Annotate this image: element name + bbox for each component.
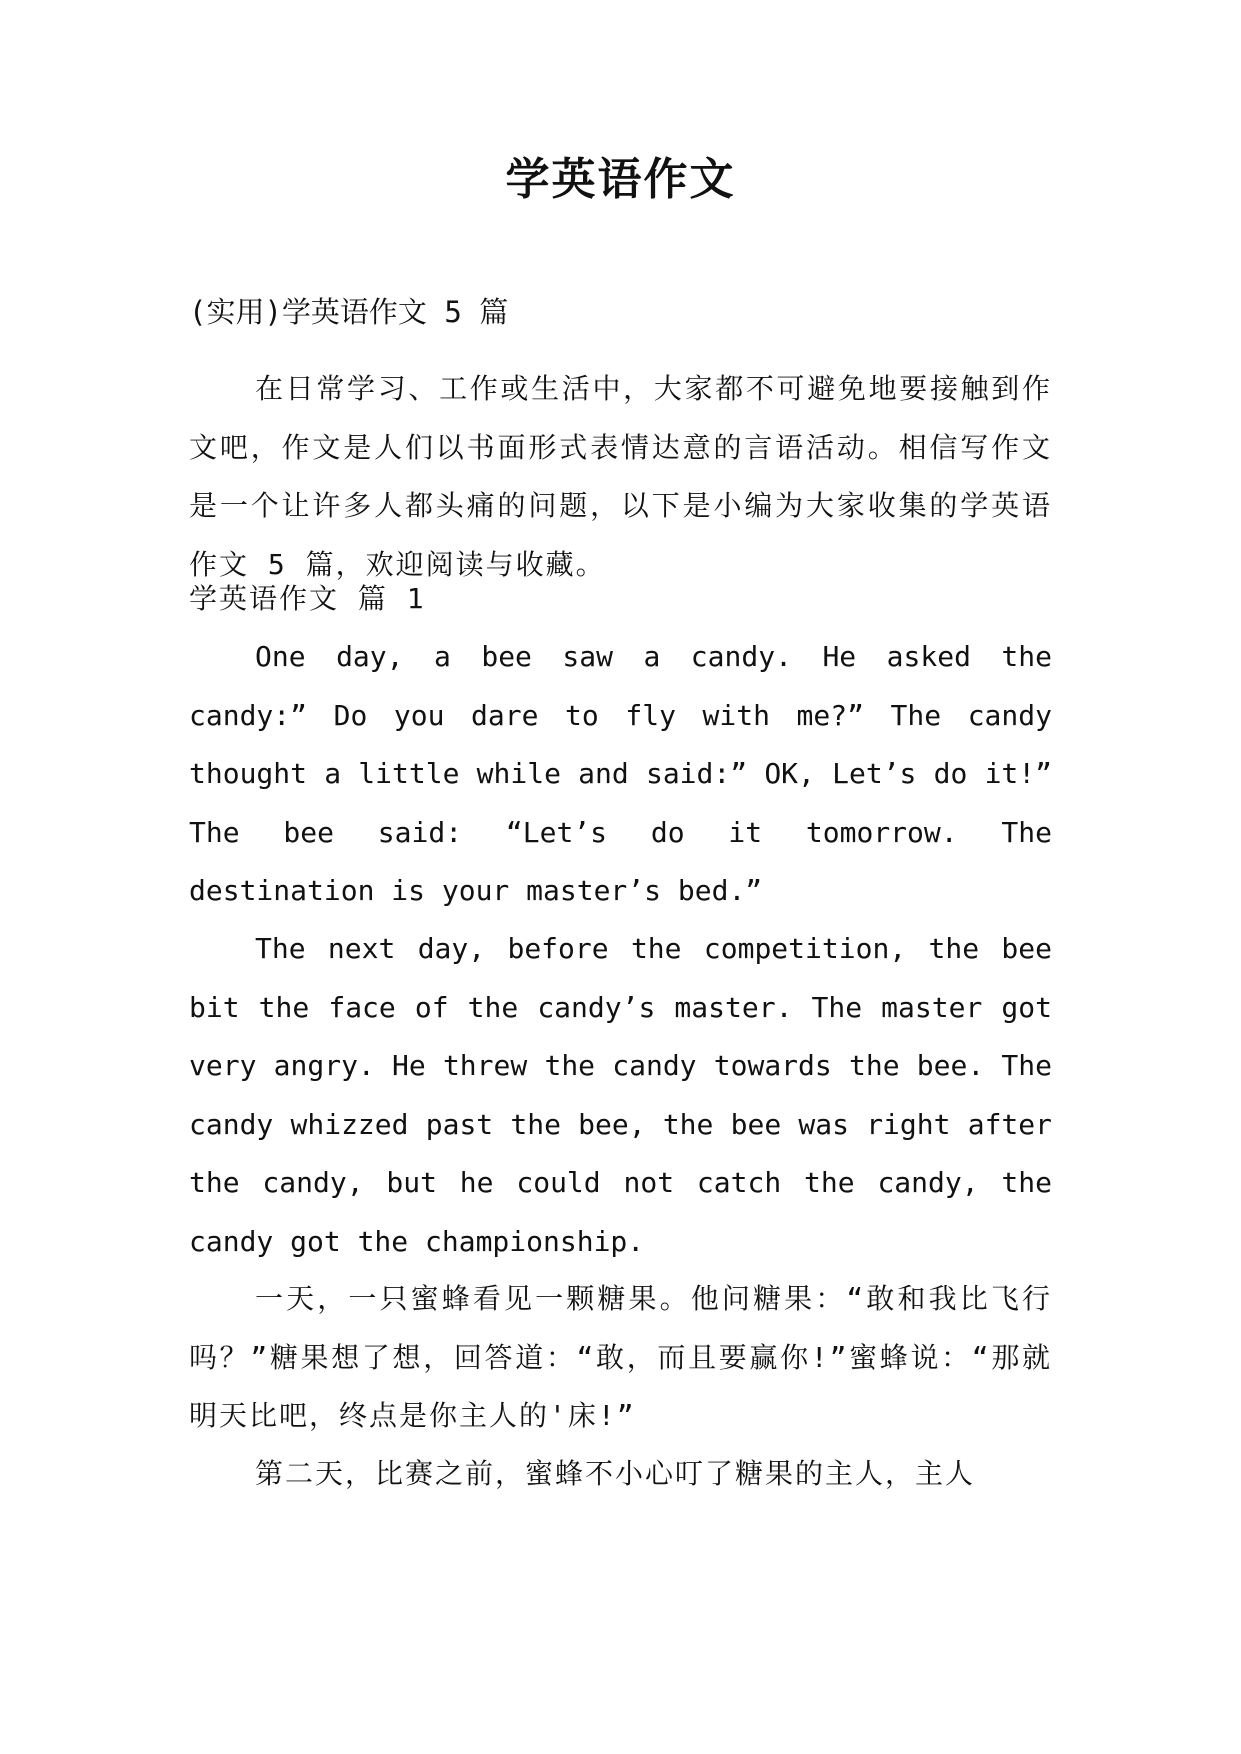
english-paragraph-1: One day, a bee saw a candy. He asked the candy:” Do you dare to fly with me?” The candy thought a little while and said:” OK, Let’s do it!” The bee said: “Let’s do it tomorrow. The destination is your master’s bed.” bbox=[189, 640, 1052, 907]
english-paragraph-2: The next day, before the competition, the bee bit the face of the candy’s master. The master got very angry. He threw the candy towards the bee. The candy whizzed past the bee, the bee was right after the candy, but he could not catch the candy, the candy got the championship. bbox=[189, 932, 1052, 1258]
document-subtitle: (实用)学英语作文 5 篇 bbox=[189, 295, 509, 329]
chinese-paragraph-2: 第二天，比赛之前，蜜蜂不小心叮了糖果的主人，主人 bbox=[255, 1457, 976, 1490]
chinese-paragraph-1: 一天，一只蜜蜂看见一颗糖果。他问糖果：“敢和我比飞行吗？”糖果想了想，回答道：“敢，而且要赢你!”蜜蜂说：“那就明天比吧，终点是你主人的'床!” bbox=[189, 1282, 1052, 1432]
section-heading: 学英语作文 篇 1 bbox=[189, 582, 426, 615]
document-title: 学英语作文 bbox=[505, 154, 736, 205]
intro-paragraph: 在日常学习、工作或生活中，大家都不可避免地要接触到作文吧，作文是人们以书面形式表情达意的言语活动。相信写作文是一个让许多人都头痛的问题，以下是小编为大家收集的学英语作文 5 篇，欢迎阅读与收藏。 bbox=[189, 372, 1052, 581]
